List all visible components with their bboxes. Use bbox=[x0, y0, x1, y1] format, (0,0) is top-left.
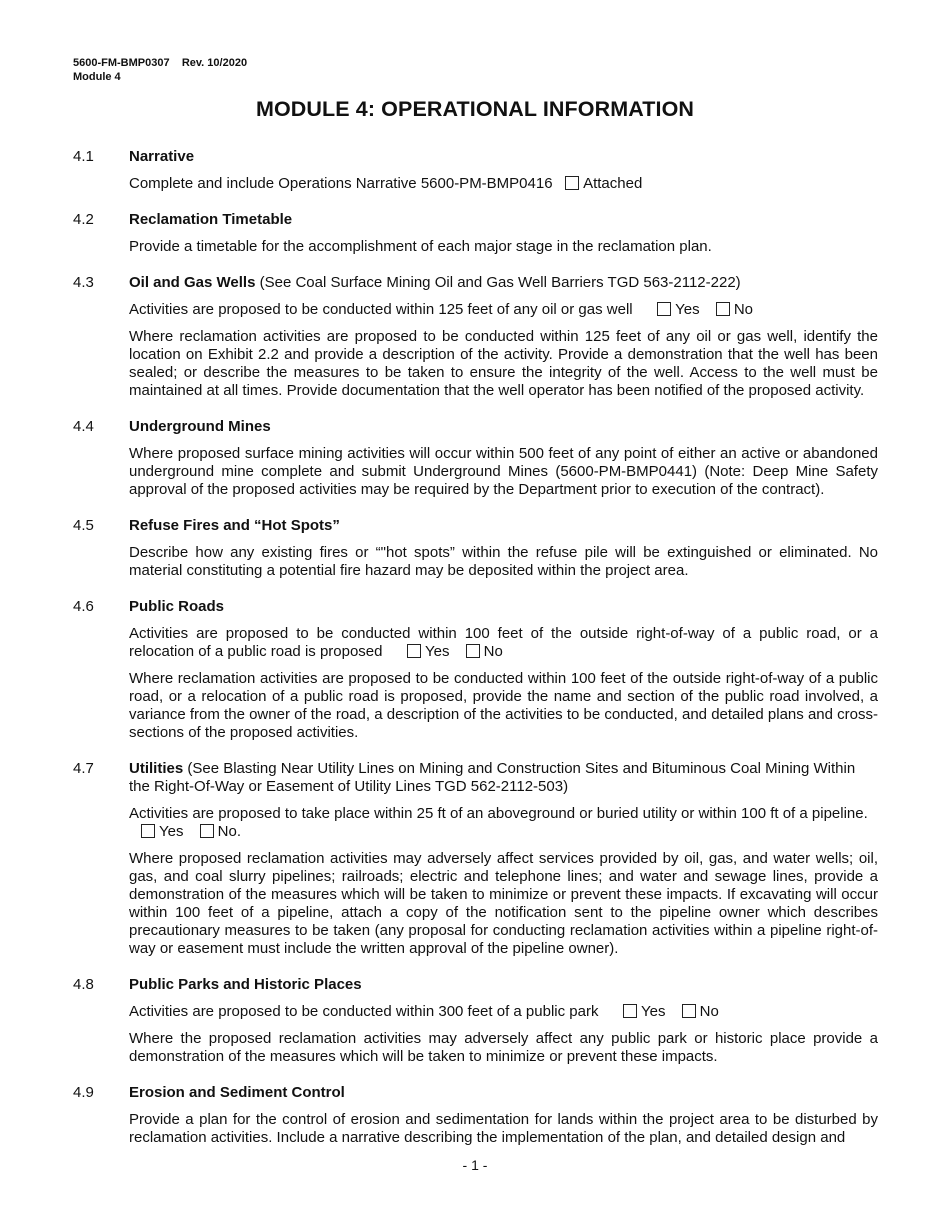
yes-checkbox[interactable] bbox=[657, 302, 671, 316]
no-label: No bbox=[733, 301, 753, 318]
section-title: Oil and Gas Wells bbox=[129, 274, 256, 291]
yes-checkbox[interactable] bbox=[141, 824, 155, 838]
section-4-2 bbox=[73, 211, 878, 256]
no-label: No bbox=[699, 1003, 719, 1020]
section-text: Provide a timetable for the accomplishment of each major stage in the reclamation plan. bbox=[129, 238, 712, 255]
yes-label: Yes bbox=[640, 1003, 666, 1020]
section-title: Underground Mines bbox=[129, 418, 271, 435]
section-4-9 bbox=[73, 1084, 878, 1147]
section-4-4 bbox=[73, 418, 878, 499]
section-text: Describe how any existing fires or “"hot spots” within the refuse pile will be extinguished or eliminated. No material constituting a potential fire hazard may be deposited within the project area. bbox=[129, 544, 878, 579]
narrative-text: Complete and include Operations Narrative 5600-PM-BMP0416 bbox=[129, 175, 553, 192]
section-number: 4.9 bbox=[73, 1084, 94, 1101]
form-header bbox=[73, 56, 247, 84]
yes-label: Yes bbox=[425, 643, 450, 660]
section-text: Where reclamation activities are proposed to be conducted within 125 feet of any oil or gas well, identify the location on Exhibit 2.2 and provide a description of the activity. Provide a demonstration that the well has been sealed; or describe the measures to be taken to ensure the integrity of the well. Access to the well must be maintained at all times. Provide documentation that the well operator has been notified of the proposed activity. bbox=[129, 328, 878, 399]
section-4-5 bbox=[73, 517, 878, 580]
section-number: 4.5 bbox=[73, 517, 94, 534]
no-checkbox[interactable] bbox=[466, 644, 480, 658]
section-4-3 bbox=[73, 274, 878, 400]
section-title-note: (See Blasting Near Utility Lines on Mining and Construction Sites and Bituminous Coal Mining Within the Right-Of-Way or Easement of Utility Lines TGD 562-2112-503) bbox=[129, 760, 856, 795]
no-checkbox[interactable] bbox=[200, 824, 214, 838]
section-title: Narrative bbox=[129, 148, 195, 165]
yes-checkbox[interactable] bbox=[623, 1004, 637, 1018]
document-body bbox=[73, 148, 878, 1165]
section-title-note: (See Coal Surface Mining Oil and Gas Well Barriers TGD 563-2112-222) bbox=[255, 274, 741, 291]
section-text: Provide a plan for the control of erosion and sedimentation for lands within the project area to be disturbed by reclamation activities. Include a narrative describing the implementation of the plan, and detailed design and bbox=[129, 1111, 878, 1146]
no-label: No bbox=[483, 643, 503, 660]
section-4-8 bbox=[73, 976, 878, 1066]
section-4-7 bbox=[73, 760, 878, 958]
section-4-1 bbox=[73, 148, 878, 193]
no-checkbox[interactable] bbox=[682, 1004, 696, 1018]
question-text: Activities are proposed to take place within 25 ft of an aboveground or buried utility or within 100 ft of a pipeline. bbox=[129, 805, 868, 822]
question-text: Activities are proposed to be conducted within 100 feet of the outside right-of-way of a public road, or a relocation of a public road is proposed bbox=[129, 625, 878, 660]
yes-checkbox[interactable] bbox=[407, 644, 421, 658]
question-text: Activities are proposed to be conducted within 125 feet of any oil or gas well bbox=[129, 301, 633, 318]
section-number: 4.8 bbox=[73, 976, 94, 993]
section-number: 4.1 bbox=[73, 148, 94, 165]
section-text: Where proposed surface mining activities will occur within 500 feet of any point of either an active or abandoned underground mine complete and submit Underground Mines (5600-PM-BMP0441) (Note: Deep Mine Safety approval of the proposed activities may be required by the Department prior to execution of the contract). bbox=[129, 445, 878, 498]
section-title: Erosion and Sediment Control bbox=[129, 1084, 345, 1101]
section-number: 4.4 bbox=[73, 418, 94, 435]
section-title: Utilities bbox=[129, 760, 184, 777]
section-number: 4.7 bbox=[73, 760, 94, 777]
module-label: Module 4 bbox=[73, 71, 121, 83]
section-text: Where reclamation activities are proposed to be conducted within 100 feet of the outside right-of-way of a public road, or a relocation of a public road is proposed, provide the name and section of the public road involved, a variance from the owner of the road, a description of the activities to be conducted, and detailed plans and cross-sections of the proposed activities. bbox=[129, 670, 878, 741]
attached-label: Attached bbox=[583, 175, 643, 192]
section-title: Reclamation Timetable bbox=[129, 211, 293, 228]
section-number: 4.3 bbox=[73, 274, 94, 291]
section-text: Where the proposed reclamation activities may adversely affect any public park or historic place provide a demonstration of the measures which will be taken to minimize or prevent these impacts. bbox=[129, 1030, 878, 1065]
page-title: MODULE 4: OPERATIONAL INFORMATION bbox=[255, 97, 695, 121]
section-title: Public Parks and Historic Places bbox=[129, 976, 362, 993]
yes-label: Yes bbox=[675, 301, 700, 318]
section-text: Where proposed reclamation activities may adversely affect services provided by oil, gas, and water wells; oil, gas, and coal slurry pipelines; railroads; electric and telephone lines; and water and sewage lines, provide a demonstration of the measures which will be taken to minimize or prevent these impacts. If excavating will occur within 100 feet of a pipeline, attach a copy of the notification sent to the pipeline owner which describes precautionary measures to be taken (any proposal for conducting reclamation activities within a pipeline right-of-way or easement must include the written approval of the pipeline owner). bbox=[129, 850, 878, 957]
question-text: Activities are proposed to be conducted within 300 feet of a public park bbox=[129, 1003, 599, 1020]
attached-checkbox[interactable] bbox=[565, 176, 579, 190]
page-number: - 1 - bbox=[462, 1157, 488, 1173]
yes-label: Yes bbox=[159, 823, 184, 840]
section-number: 4.6 bbox=[73, 598, 94, 615]
section-title: Public Roads bbox=[129, 598, 225, 615]
form-id: 5600-FM-BMP0307 Rev. 10/2020 bbox=[73, 57, 248, 69]
section-number: 4.2 bbox=[73, 211, 94, 228]
no-label: No. bbox=[217, 823, 241, 840]
section-4-6 bbox=[73, 598, 878, 742]
no-checkbox[interactable] bbox=[716, 302, 730, 316]
section-title: Refuse Fires and “Hot Spots” bbox=[129, 517, 340, 534]
